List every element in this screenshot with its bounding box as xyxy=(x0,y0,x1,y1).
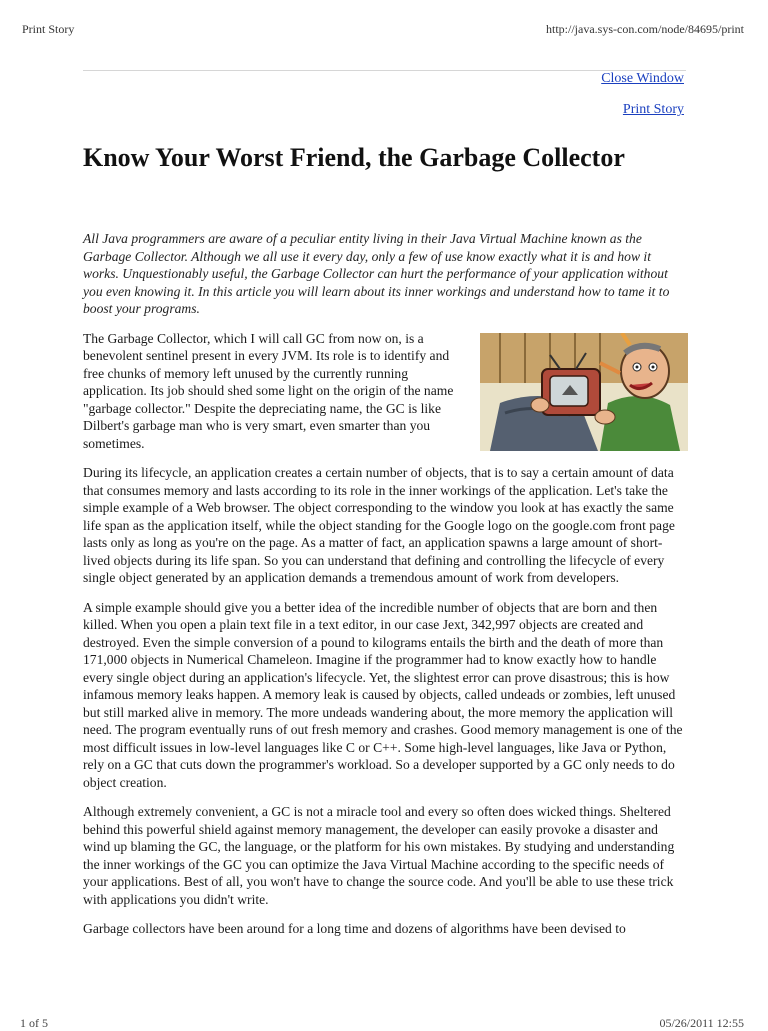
article-paragraph: During its lifecycle, an application creates a certain number of objects, that is to say a certain amount of data that consumes memory and lasts according to its role in the inner workings of the application. Let's take the simple example of a Web browser. The object corresponding to the window you look at has exactly the same life span as the application itself, while the object standing for the Google logo on the google.com front page lasts only as long as you're on the page. As a matter of fact, an application spawns a large amount of short-lived objects during its life span. So you can understand that defining and controlling the lifecycle of every single object generated by an application demands a tremendous amount of work from developers. xyxy=(83,465,675,585)
garbage-collector-illustration xyxy=(480,333,688,451)
header-divider xyxy=(83,70,686,71)
article-paragraph: Garbage collectors have been around for a long time and dozens of algorithms have been devised to xyxy=(83,921,626,936)
article-paragraph: Although extremely convenient, a GC is not a miracle tool and every so often does wicked things. Sheltered behind this powerful shield against memory management, the developer can easily provoke a disaster and wind up blaming the GC, the language, or the platform for his own mistakes. By studying and understanding the inner workings of the GC you can optimize the Java Virtual Machine according to the specific needs of your applications. Best of all, you won't have to change the source code. And you'll be able to use these trick with applications you didn't write. xyxy=(83,804,675,907)
article-intro: All Java programmers are aware of a peculiar entity living in their Java Virtual Machine known as the Garbage Collector. Although we all use it every day, only a few of use know exactly what it is and how it works. Unquestionably useful, the Garbage Collector can hurt the performance of your application without you even knowing it. In this article you will learn about its inner workings and understand how to tame it to boost your programs. xyxy=(83,231,670,316)
close-window-link[interactable]: Close Window xyxy=(601,71,684,86)
article-paragraph: A simple example should give you a better idea of the incredible number of objects that are born and then killed. When you open a plain text file in a text editor, in our case Jext, 342,997 objects are created and destroyed. Even the simple conversion of a pound to kilograms entails the birth and the death of more than 171,000 objects in Numerical Chameleon. Imagine if the programmer had to know exactly how to handle every single object during an application's lifecycle. Yet, the slightest error can prove disastrous; this is how infamous memory leaks happen. A memory leak is caused by objects, called undeads or zombies, left unused but still marked alive in memory. The more undeads wandering about, the more memory the application will need. The program eventually runs of out fresh memory and crashes. Good memory management is one of the most difficult issues in low-level languages like C or C++. Some high-level languages, like Java or Python, rely on a GC that cuts down the programmer's workload. So a developer supported by a GC only needs to do object creation. xyxy=(83,599,683,790)
page-number: 1 of 5 xyxy=(20,1016,48,1030)
article-body xyxy=(83,230,685,950)
print-header-title: Print Story xyxy=(22,22,75,36)
print-header-url: http://java.sys-con.com/node/84695/print xyxy=(546,22,744,36)
article-title: Know Your Worst Friend, the Garbage Collector xyxy=(83,143,625,172)
print-datetime: 05/26/2011 12:55 xyxy=(659,1016,744,1030)
article-paragraph: The Garbage Collector, which I will call GC from now on, is a benevolent sentinel present in every JVM. Its role is to identify and free chunks of memory left unused by the currently running application. Its job should shed some light on the origin of the name "garbage collector." Despite the depreciating name, the GC is like Dilbert's garbage man who is very smart, even smarter than you sometimes. xyxy=(83,330,454,451)
print-story-link[interactable]: Print Story xyxy=(622,102,684,117)
